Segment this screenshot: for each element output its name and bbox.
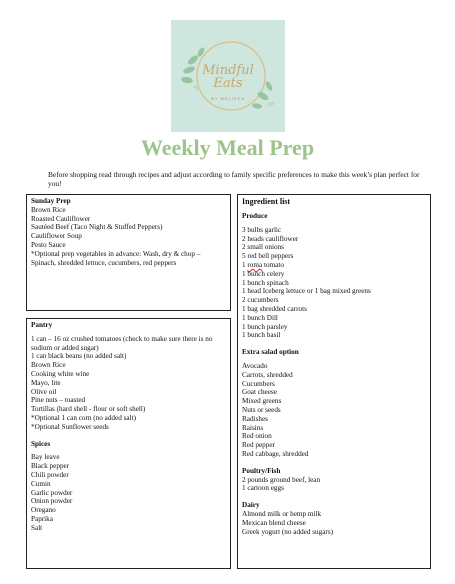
list-item: Mayo, lite <box>31 378 61 387</box>
list-item: 2 pounds ground beef, lean <box>242 475 321 484</box>
list-item: Salt <box>31 523 43 532</box>
list-item: 1 bunch basil <box>242 331 281 340</box>
produce-heading: Produce <box>242 212 268 220</box>
list-item: 2 heads cauliflower <box>242 234 299 243</box>
list-item: Red cabbage, shredded <box>242 449 309 458</box>
intro-text: Before shopping read through recipes and adjust according to family specific preferences to make this week’s plan perfect for you! <box>48 170 420 188</box>
list-item: 1 bunch parsley <box>242 322 288 331</box>
extra-salad-heading: Extra salad option <box>242 348 299 357</box>
list-item: Paprika <box>31 514 53 523</box>
list-item: Mixed greens <box>242 397 282 406</box>
logo-title: Mindful Eats <box>202 63 254 91</box>
spices-heading: Spices <box>31 439 51 448</box>
list-item: 1 bunch Dill <box>242 313 278 322</box>
list-item: 2 cucumbers <box>242 296 279 305</box>
list-item: Tortillas (hard shell - flour or soft shell) <box>31 405 146 414</box>
list-item-roma-tomato: 1 roma tomato <box>242 260 284 269</box>
spellcheck-word: roma <box>247 260 263 269</box>
list-item: Oregano <box>31 506 56 515</box>
logo <box>171 20 285 132</box>
list-item: Olive oil <box>31 387 57 396</box>
list-item: Brown Rice <box>31 205 66 214</box>
list-item: Raisins <box>242 423 264 432</box>
list-item: 1 bunch spinach <box>242 278 289 287</box>
list-item: Pine nuts – toasted <box>31 396 86 405</box>
list-item: Pesto Sauce <box>31 240 66 249</box>
poultry-fish-heading: Poultry/Fish <box>242 466 281 475</box>
list-item: Roasted Cauliflower <box>31 214 91 223</box>
list-item: Onion powder <box>31 497 73 506</box>
poultry-fish-list <box>242 476 426 494</box>
list-item: 2 small onions <box>242 243 284 252</box>
produce-list <box>242 226 426 340</box>
logo-subtitle: BY MELISSA <box>211 96 245 101</box>
list-item: Mexican blend cheese <box>242 518 306 527</box>
ingredient-list-heading: Ingredient list <box>242 197 291 206</box>
list-item: Sautéed Beef (Taco Night & Stuffed Peppers) <box>31 223 163 232</box>
pantry-box <box>26 318 231 569</box>
sunday-prep-list <box>31 206 226 268</box>
list-item: Red pepper <box>242 441 275 450</box>
list-item: Almond milk or hemp milk <box>242 509 322 518</box>
dairy-list <box>242 510 426 536</box>
list-item: 1 bunch celery <box>242 269 285 278</box>
list-item: Nuts or seeds <box>242 405 281 414</box>
list-item: 1 can black beans (no added salt) <box>31 352 127 361</box>
list-item: *Optional 1 can corn (no added salt) <box>31 413 136 422</box>
list-item: Carrots, shredded <box>242 370 293 379</box>
page-title: Weekly Meal Prep <box>140 135 315 160</box>
list-item: *Optional prep vegetables in advance: Wash, dry & chop – Spinach, shredded lettuce, cucumbers, red peppers <box>31 249 201 267</box>
sunday-prep-box <box>26 194 231 311</box>
pantry-heading: Pantry <box>31 321 53 329</box>
list-item: Red onion <box>242 432 272 441</box>
list-item: Garlic powder <box>31 488 73 497</box>
list-item: 1 bag shredded carrots <box>242 304 307 313</box>
list-item: Bay leave <box>31 453 60 462</box>
list-item: 1 head Iceberg lettuce or 1 bag mixed greens <box>242 287 371 296</box>
dairy-heading: Dairy <box>242 501 260 510</box>
list-item: Black pepper <box>31 462 70 471</box>
list-item: Cucumbers <box>242 379 275 388</box>
list-item: 1 can – 16 oz crushed tomatoes (check to make sure there is no sodium or added sugar) <box>31 334 213 352</box>
pantry-list <box>31 335 226 432</box>
list-item: *Optional Sunflower seeds <box>31 422 109 431</box>
extra-salad-list <box>242 362 426 459</box>
list-item: Chili powder <box>31 470 69 479</box>
list-item: Greek yogurt (no added sugars) <box>242 527 334 536</box>
spices-list <box>31 453 226 532</box>
list-item: Goat cheese <box>242 388 277 397</box>
ingredient-list-box <box>237 194 431 569</box>
list-item: Cumin <box>31 479 51 488</box>
list-item: Radishes <box>242 414 268 423</box>
list-item: Avocado <box>242 361 268 370</box>
list-item: 1 cartoon eggs <box>242 484 284 493</box>
list-item: Brown Rice <box>31 361 66 370</box>
list-item: 3 bulbs garlic <box>242 225 282 234</box>
list-item: 5 red bell peppers <box>242 252 294 261</box>
list-item: Cauliflower Soup <box>31 232 82 241</box>
list-item: Cooking white wine <box>31 369 90 378</box>
sunday-prep-heading: Sunday Prep <box>31 197 71 205</box>
